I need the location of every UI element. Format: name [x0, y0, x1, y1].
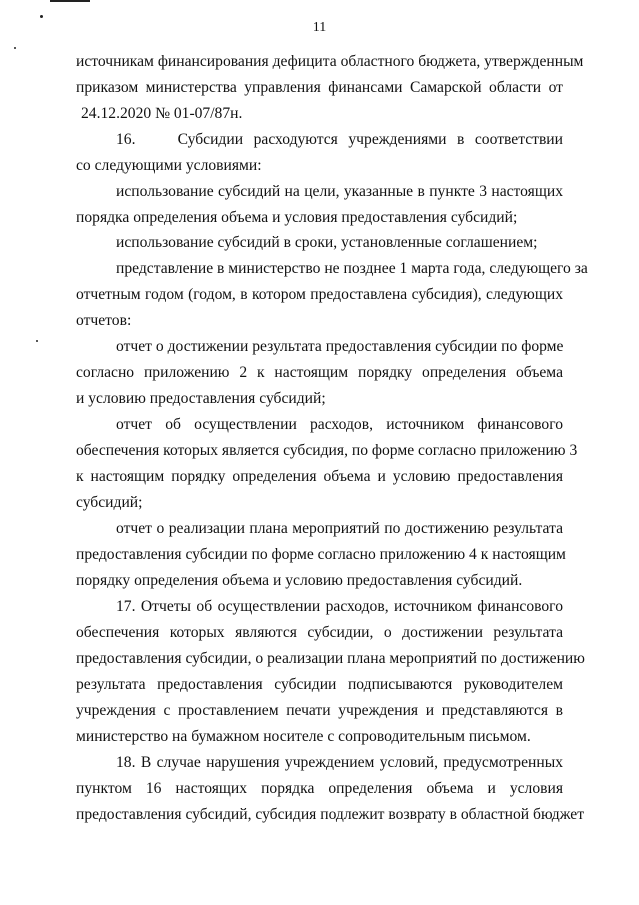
text-line: отчетным годом (годом, в котором предоставлена субсидия), следующих	[76, 286, 563, 303]
text-line: 16. Субсидии расходуются учреждениями в соответствии	[116, 131, 563, 148]
text-line: учреждения с проставлением печати учреждения и представляются в	[76, 702, 563, 719]
scan-mark-dot-2	[14, 47, 16, 49]
text-line: 24.12.2020 № 01-07/87н.	[81, 105, 243, 122]
text-line: пунктом 16 настоящих порядка определения объема и условия	[76, 780, 563, 797]
text-line: обеспечения которых являются субсидии, о достижении результата	[76, 624, 563, 641]
text-line: министерство на бумажном носителе с сопроводительным письмом.	[76, 728, 531, 745]
text-line: использование субсидий в сроки, установленные соглашением;	[116, 234, 538, 251]
text-line: отчет о реализации плана мероприятий по достижению результата	[116, 520, 563, 537]
text-line: отчетов:	[76, 312, 132, 329]
text-line: приказом министерства управления финансами Самарской области от	[76, 79, 563, 96]
text-line: согласно приложению 2 к настоящим порядку определения объема	[76, 364, 563, 381]
text-line: 18. В случае нарушения учреждением условий, предусмотренных	[116, 754, 563, 771]
text-line: отчет об осуществлении расходов, источником финансового	[116, 416, 563, 433]
text-line: и условию предоставления субсидий;	[76, 390, 326, 407]
text-line: предоставления субсидии по форме согласно приложению 4 к настоящим	[76, 546, 566, 563]
scan-mark-dot-3	[36, 340, 38, 342]
text-line: со следующими условиями:	[76, 157, 262, 174]
text-line: субсидий;	[76, 494, 143, 511]
text-line: источникам финансирования дефицита областного бюджета, утвержденным	[76, 53, 584, 70]
text-line: обеспечения которых является субсидия, по форме согласно приложению 3	[76, 442, 578, 459]
text-line: результата предоставления субсидии подписываются руководителем	[76, 676, 563, 693]
text-line: представление в министерство не позднее 1 марта года, следующего за	[116, 260, 588, 277]
text-line: использование субсидий на цели, указанные в пункте 3 настоящих	[116, 183, 563, 200]
text-line: отчет о достижении результата предоставления субсидии по форме	[116, 338, 564, 355]
text-line: 17. Отчеты об осуществлении расходов, источником финансового	[116, 598, 563, 615]
text-line: к настоящим порядку определения объема и условию предоставления	[76, 468, 563, 485]
text-line: предоставления субсидии, о реализации плана мероприятий по достижению	[76, 650, 585, 667]
text-line: предоставления субсидий, субсидия подлежит возврату в областной бюджет	[76, 806, 585, 823]
text-line: порядку определения объема и условию предоставления субсидий.	[76, 572, 523, 589]
scan-mark-top	[50, 0, 90, 2]
page-number: 11	[312, 20, 327, 35]
text-line: порядка определения объема и условия предоставления субсидий;	[76, 209, 518, 226]
